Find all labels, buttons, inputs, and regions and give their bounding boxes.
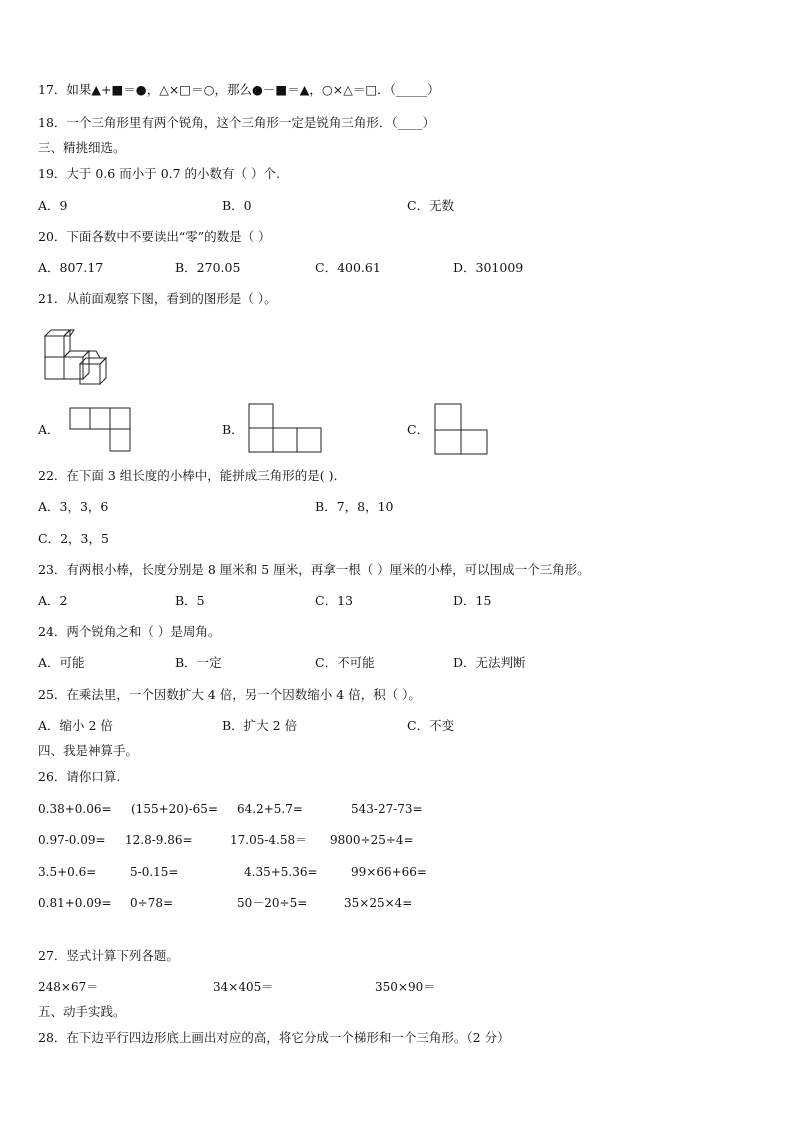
calc-item: 50－20÷5= xyxy=(237,896,308,910)
question-23: 23．有两根小棒，长度分别是 8 厘米和 5 厘米，再拿一根（ ）厘米的小棒，可以围成一个三角形。 xyxy=(38,562,590,577)
q24-option-d[interactable]: D．无法判断 xyxy=(453,655,526,670)
q24-option-c[interactable]: C．不可能 xyxy=(315,655,375,670)
q21-option-c-figure xyxy=(434,403,494,458)
q19-option-b[interactable]: B．0 xyxy=(222,198,252,213)
question-22: 22．在下面 3 组长度的小棒中，能拼成三角形的是( ). xyxy=(38,468,338,483)
question-17: 17．如果▲+■＝●，△×□＝○，那么●－■＝▲，○×△＝□．（_____） xyxy=(38,82,440,97)
q25-option-c[interactable]: C．不变 xyxy=(407,718,455,733)
q22-option-c[interactable]: C．2，3，5 xyxy=(38,531,109,546)
q21-option-a[interactable]: A． xyxy=(38,422,60,437)
q19-option-a[interactable]: A．9 xyxy=(38,198,68,213)
calc-item: 5-0.15= xyxy=(130,865,179,879)
question-24: 24．两个锐角之和（ ）是周角。 xyxy=(38,624,221,639)
question-18: 18．一个三角形里有两个锐角，这个三角形一定是锐角三角形．（____） xyxy=(38,115,436,130)
q23-option-a[interactable]: A．2 xyxy=(38,593,68,608)
calc-item: 9800÷25÷4= xyxy=(330,833,414,847)
q21-option-c[interactable]: C． xyxy=(407,422,430,437)
q20-option-d[interactable]: D．301009 xyxy=(453,260,524,275)
q19-option-c[interactable]: C．无数 xyxy=(407,198,455,213)
section-4-heading: 四、我是神算手。 xyxy=(38,743,139,758)
q20-option-c[interactable]: C．400.61 xyxy=(315,260,381,275)
calc-item: 0.81+0.09= xyxy=(38,896,112,910)
q23-option-c[interactable]: C．13 xyxy=(315,593,353,608)
section-5-heading: 五、动手实践。 xyxy=(38,1004,126,1019)
q25-option-a[interactable]: A．缩小 2 倍 xyxy=(38,718,113,733)
question-26: 26．请你口算. xyxy=(38,769,121,784)
question-19: 19．大于 0.6 而小于 0.7 的小数有（ ）个. xyxy=(38,166,281,181)
q20-option-b[interactable]: B．270.05 xyxy=(175,260,241,275)
q22-option-a[interactable]: A．3，3，6 xyxy=(38,499,109,514)
calc-item: 35×25×4= xyxy=(344,896,413,910)
vertical-calc-item: 248×67＝ xyxy=(38,980,99,994)
section-3-heading: 三、精挑细选。 xyxy=(38,140,126,155)
q23-option-d[interactable]: D．15 xyxy=(453,593,492,608)
q24-option-a[interactable]: A．可能 xyxy=(38,655,85,670)
question-27: 27．竖式计算下列各题。 xyxy=(38,948,179,963)
calc-item: 3.5+0.6= xyxy=(38,865,97,879)
q22-option-b[interactable]: B．7，8，10 xyxy=(315,499,394,514)
question-25: 25．在乘法里，一个因数扩大 4 倍，另一个因数缩小 4 倍，积（ ）。 xyxy=(38,687,421,702)
q21-option-a-figure xyxy=(69,407,139,457)
question-21: 21．从前面观察下图，看到的图形是（ ）。 xyxy=(38,291,277,306)
vertical-calc-item: 350×90＝ xyxy=(375,980,436,994)
calc-item: 12.8-9.86= xyxy=(125,833,193,847)
q23-option-b[interactable]: B．5 xyxy=(175,593,205,608)
question-20: 20．下面各数中不要读出“零”的数是（ ） xyxy=(38,229,271,244)
calc-item: 4.35+5.36= xyxy=(244,865,318,879)
q24-option-b[interactable]: B．一定 xyxy=(175,655,222,670)
q21-option-b[interactable]: B． xyxy=(222,422,244,437)
q25-option-b[interactable]: B．扩大 2 倍 xyxy=(222,718,298,733)
q20-option-a[interactable]: A．807.17 xyxy=(38,260,104,275)
calc-item: 64.2+5.7= xyxy=(237,802,303,816)
calc-item: (155+20)-65= xyxy=(131,802,218,816)
q21-option-b-figure xyxy=(248,403,328,458)
question-28: 28．在下边平行四边形底上画出对应的高，将它分成一个梯形和一个三角形。（2 分） xyxy=(38,1030,510,1045)
cube-stack-figure xyxy=(44,324,124,384)
vertical-calc-item: 34×405＝ xyxy=(213,980,274,994)
calc-item: 99×66+66= xyxy=(351,865,427,879)
calc-item: 0÷78= xyxy=(130,896,174,910)
calc-item: 17.05-4.58＝ xyxy=(230,833,308,847)
calc-item: 0.97-0.09= xyxy=(38,833,106,847)
calc-item: 0.38+0.06= xyxy=(38,802,112,816)
calc-item: 543-27-73= xyxy=(351,802,423,816)
